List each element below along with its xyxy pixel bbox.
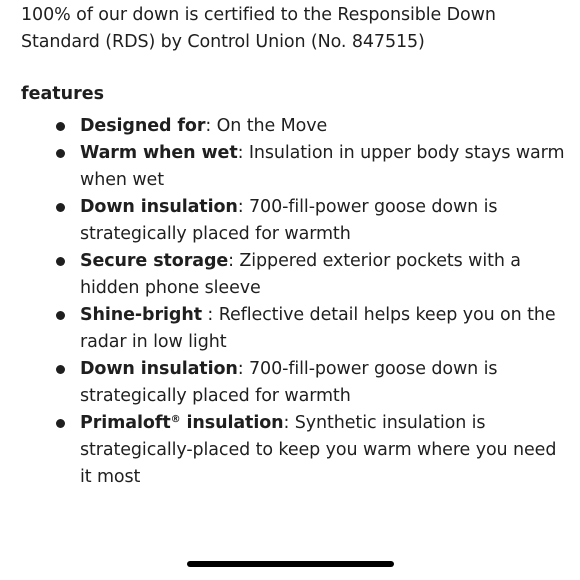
list-item [21,302,566,356]
feature-term: Secure storage [80,251,229,271]
product-details [21,2,566,491]
feature-separator: : [237,197,244,217]
registered-mark: ® [170,414,181,425]
bullet-icon [56,122,65,131]
list-item [21,113,566,140]
feature-term: Shine-bright [80,305,202,325]
list-item [21,356,566,410]
feature-description: Zippered exterior pockets with a hidden phone sleeve [80,251,521,298]
feature-term: Down insulation [80,359,238,379]
feature-term-rest: insulation [180,413,284,433]
list-item [21,194,566,248]
feature-term [80,413,284,433]
feature-separator: : [228,251,234,271]
feature-separator: : [237,143,244,163]
list-item [21,140,566,194]
feature-term: Down insulation [80,197,238,217]
rds-certification-text: 100% of our down is certified to the Responsible Down Standard (RDS) by Control Union (No. 847515) [21,5,496,52]
feature-term-brand: Primaloft [80,413,171,433]
home-indicator[interactable] [187,561,394,567]
feature-term: Designed for [80,116,206,136]
feature-description: : Synthetic insulation is strategically-placed to keep you warm where you need it most [80,413,557,487]
feature-separator: : [201,305,214,325]
feature-separator: : [237,359,244,379]
list-item [21,248,566,302]
bullet-icon [56,419,65,428]
bullet-icon [56,257,65,266]
feature-description: 700-fill-power goose down is strategically placed for warmth [80,359,498,406]
feature-description: On the Move [211,116,328,136]
bullet-icon [56,311,65,320]
features-list [21,113,566,491]
feature-description: 700-fill-power goose down is strategically placed for warmth [80,197,498,244]
feature-term: Warm when wet [80,143,238,163]
list-item [21,410,566,491]
bullet-icon [56,365,65,374]
feature-description: Insulation in upper body stays warm when wet [80,143,565,190]
feature-separator: : [205,116,212,136]
bullet-icon [56,203,65,212]
features-heading: features [21,84,105,104]
feature-description: Reflective detail helps keep you on the radar in low light [80,305,556,352]
bullet-icon [56,149,65,158]
